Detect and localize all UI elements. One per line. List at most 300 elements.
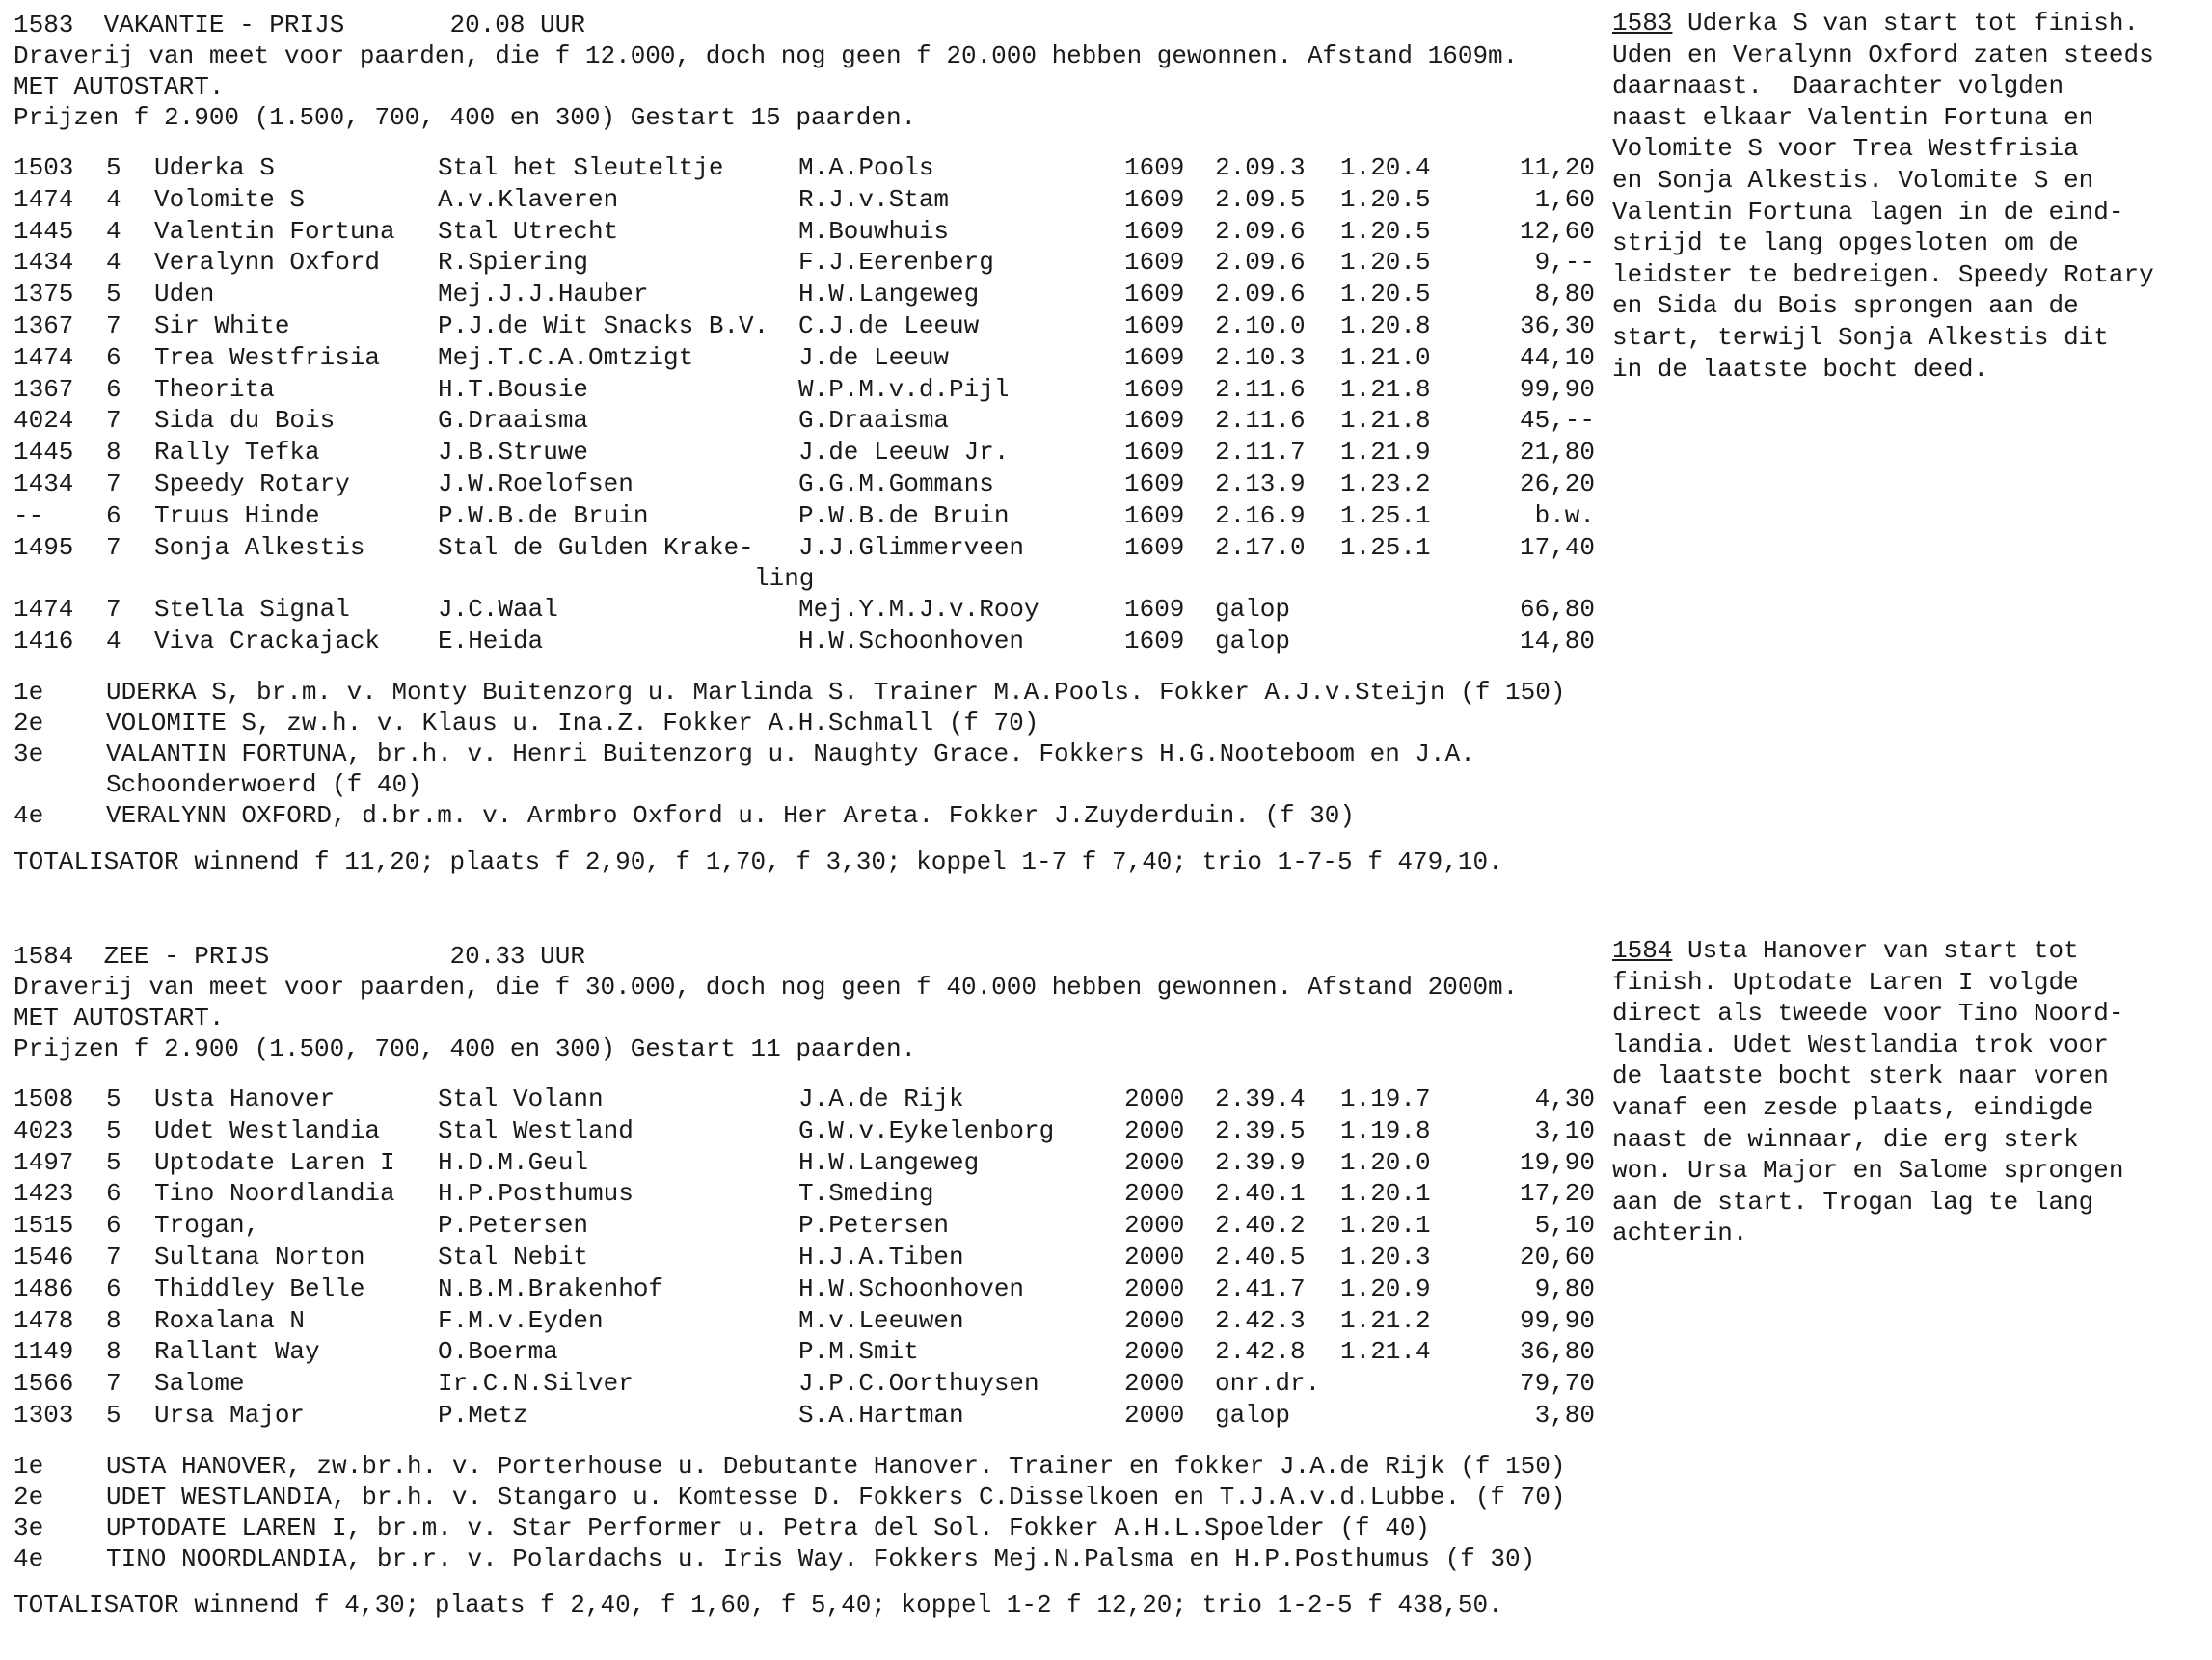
table-row xyxy=(13,1115,1595,1147)
commentary-line: de laatste bocht sterk naar voren xyxy=(1612,1061,2109,1091)
race-time-result: 2.40.1 xyxy=(1215,1179,1306,1209)
age: 5 xyxy=(106,280,121,309)
distance: 2000 xyxy=(1124,1369,1185,1399)
race-time-result: 2.09.6 xyxy=(1215,216,1306,246)
placing-text: VOLOMITE S, zw.h. v. Klaus u. Ina.Z. Fokker A.H.Schmall (f 70) xyxy=(106,708,1039,737)
odds: 26,20 xyxy=(1519,469,1595,498)
placing-position: 2e xyxy=(13,708,44,737)
owner: P.Petersen xyxy=(438,1211,589,1241)
age: 6 xyxy=(106,500,121,530)
driver: G.W.v.Eykelenborg xyxy=(798,1115,1055,1145)
driver: J.de Leeuw Jr. xyxy=(798,438,1010,468)
horse-name: Roxalana N xyxy=(154,1305,306,1335)
race-time-result: 2.09.6 xyxy=(1215,248,1306,278)
results-table xyxy=(13,1084,1595,1432)
table-row xyxy=(13,216,1595,248)
km-time: 1.21.9 xyxy=(1340,438,1431,468)
race-number: 1584 xyxy=(13,942,74,971)
owner: F.M.v.Eyden xyxy=(438,1305,604,1335)
commentary-line: aan de start. Trogan lag te lang xyxy=(1612,1187,2094,1217)
race-time-result: 2.10.0 xyxy=(1215,310,1306,340)
owner: R.Spiering xyxy=(438,248,589,278)
prev-race: 1497 xyxy=(13,1147,74,1177)
commentary-line: Uden en Veralynn Oxford zaten steeds xyxy=(1612,40,2154,69)
odds: 44,10 xyxy=(1519,342,1595,372)
km-time: 1.23.2 xyxy=(1340,469,1431,498)
prev-race: 1149 xyxy=(13,1337,74,1367)
commentary-line: Volomite S voor Trea Westfrisia xyxy=(1612,134,2079,164)
owner: Stal Westland xyxy=(438,1115,634,1145)
table-row xyxy=(13,184,1595,216)
km-time: 1.19.8 xyxy=(1340,1115,1431,1145)
table-row xyxy=(13,437,1595,469)
race-time-result: 2.39.4 xyxy=(1215,1084,1306,1113)
race-time-result: 2.16.9 xyxy=(1215,500,1306,530)
age: 6 xyxy=(106,1179,121,1209)
commentary-line: start, terwijl Sonja Alkestis dit xyxy=(1612,322,2109,352)
driver: G.Draaisma xyxy=(798,406,950,436)
owner: P.J.de Wit Snacks B.V. xyxy=(438,310,769,340)
horse-name: Udet Westlandia xyxy=(154,1115,381,1145)
race-title: VAKANTIE - PRIJS xyxy=(103,11,345,40)
km-time: 1.20.1 xyxy=(1340,1211,1431,1241)
prev-race: 1434 xyxy=(13,469,74,498)
table-row xyxy=(13,1210,1595,1242)
horse-name: Stella Signal xyxy=(154,595,350,625)
km-time: 1.20.9 xyxy=(1340,1273,1431,1303)
owner: P.W.B.de Bruin xyxy=(438,500,649,530)
prev-race: 4024 xyxy=(13,406,74,436)
placing-position: 3e xyxy=(13,1513,44,1542)
driver: T.Smeding xyxy=(798,1179,934,1209)
age: 6 xyxy=(106,1211,121,1241)
distance: 2000 xyxy=(1124,1273,1185,1303)
placing-position: 3e xyxy=(13,738,44,768)
prev-race: 1474 xyxy=(13,342,74,372)
placing-text: USTA HANOVER, zw.br.h. v. Porterhouse u. Debutante Hanover. Trainer en fokker J.A.de Rijk (f 150) xyxy=(106,1451,1566,1481)
race-header xyxy=(13,941,1595,972)
commentary-line: landia. Udet Westlandia trok voor xyxy=(1612,1030,2109,1059)
owner: J.B.Struwe xyxy=(438,438,589,468)
odds: 20,60 xyxy=(1519,1242,1595,1272)
driver: P.Petersen xyxy=(798,1211,950,1241)
odds: 1,60 xyxy=(1534,184,1595,214)
distance: 2000 xyxy=(1124,1147,1185,1177)
km-time: 1.19.7 xyxy=(1340,1084,1431,1113)
placing-position: 1e xyxy=(13,1451,44,1481)
owner: A.v.Klaveren xyxy=(438,184,619,214)
prev-race: 1474 xyxy=(13,184,74,214)
race-time-result: 2.11.6 xyxy=(1215,374,1306,404)
commentary-line: en Sonja Alkestis. Volomite S en xyxy=(1612,165,2094,195)
km-time: 1.25.1 xyxy=(1340,532,1431,562)
owner-continuation xyxy=(13,563,1595,594)
prev-race: 1566 xyxy=(13,1369,74,1399)
race-time-result: 2.10.3 xyxy=(1215,342,1306,372)
owner: O.Boerma xyxy=(438,1337,558,1367)
prev-race: 1367 xyxy=(13,374,74,404)
race-time-result: 2.17.0 xyxy=(1215,532,1306,562)
race-time-result: 2.40.2 xyxy=(1215,1211,1306,1241)
placing-position: 4e xyxy=(13,800,44,830)
race-time-result: 2.42.8 xyxy=(1215,1337,1306,1367)
age: 4 xyxy=(106,216,121,246)
horse-name: Speedy Rotary xyxy=(154,469,350,498)
race-time-result: onr.dr. xyxy=(1215,1369,1321,1399)
owner: H.D.M.Geul xyxy=(438,1147,589,1177)
horse-name: Theorita xyxy=(154,374,275,404)
commentary-line: daarnaast. Daarachter volgden xyxy=(1612,71,2064,101)
driver: J.J.Glimmerveen xyxy=(798,532,1025,562)
placing-position: 1e xyxy=(13,677,44,707)
age: 6 xyxy=(106,342,121,372)
prev-race: 1445 xyxy=(13,216,74,246)
odds: 99,90 xyxy=(1519,374,1595,404)
odds: 12,60 xyxy=(1519,216,1595,246)
table-row xyxy=(13,247,1595,279)
table-row xyxy=(13,1178,1595,1210)
prev-race: 1303 xyxy=(13,1400,74,1430)
distance: 1609 xyxy=(1124,153,1185,182)
km-time: 1.20.4 xyxy=(1340,153,1431,182)
driver: H.W.Langeweg xyxy=(798,1147,980,1177)
race-start-type: MET AUTOSTART. xyxy=(13,1004,225,1032)
race-conditions: Draverij van meet voor paarden, die f 30.000, doch nog geen f 40.000 hebben gewonnen. Afstand 2000m. xyxy=(13,973,1519,1002)
distance: 1609 xyxy=(1124,532,1185,562)
age: 5 xyxy=(106,1147,121,1177)
distance: 1609 xyxy=(1124,406,1185,436)
race-time-result: 2.40.5 xyxy=(1215,1242,1306,1272)
placing-row xyxy=(13,1543,1595,1574)
commentary-line: achterin. xyxy=(1612,1218,1748,1248)
driver: G.G.M.Gommans xyxy=(798,469,994,498)
age: 5 xyxy=(106,153,121,182)
km-time: 1.21.0 xyxy=(1340,342,1431,372)
km-time: 1.21.2 xyxy=(1340,1305,1431,1335)
age: 7 xyxy=(106,406,121,436)
driver: C.J.de Leeuw xyxy=(798,310,980,340)
horse-name: Tino Noordlandia xyxy=(154,1179,395,1209)
table-row xyxy=(13,1273,1595,1305)
race-time: 20.33 UUR xyxy=(449,942,585,971)
horse-name: Viva Crackajack xyxy=(154,627,381,656)
odds: 79,70 xyxy=(1519,1369,1595,1399)
placing-row xyxy=(13,800,1595,831)
prev-race: 1508 xyxy=(13,1084,74,1113)
age: 7 xyxy=(106,595,121,625)
placing-row xyxy=(13,1513,1595,1543)
commentary-line: finish. Uptodate Laren I volgde xyxy=(1612,967,2079,997)
distance: 1609 xyxy=(1124,280,1185,309)
horse-name: Trea Westfrisia xyxy=(154,342,381,372)
distance: 1609 xyxy=(1124,248,1185,278)
prev-race: 1503 xyxy=(13,153,74,182)
prev-race: 1416 xyxy=(13,627,74,656)
odds: 3,10 xyxy=(1534,1115,1595,1145)
commentary-line: won. Ursa Major en Salome sprongen xyxy=(1612,1156,2124,1186)
km-time: 1.21.8 xyxy=(1340,374,1431,404)
commentary-line: leidster te bedreigen. Speedy Rotary xyxy=(1612,259,2154,289)
driver: M.A.Pools xyxy=(798,153,934,182)
owner: Stal het Sleuteltje xyxy=(438,153,724,182)
race-prizes: Prijzen f 2.900 (1.500, 700, 400 en 300) Gestart 15 paarden. xyxy=(13,103,917,132)
race-commentary-1583 xyxy=(1612,8,2191,385)
placing-position: 4e xyxy=(13,1543,44,1573)
placing-row xyxy=(13,708,1595,738)
odds: 9,-- xyxy=(1534,248,1595,278)
race-time-result: 2.39.9 xyxy=(1215,1147,1306,1177)
driver: H.W.Schoonhoven xyxy=(798,627,1025,656)
age: 5 xyxy=(106,1084,121,1113)
results-table xyxy=(13,152,1595,657)
distance: 2000 xyxy=(1124,1305,1185,1335)
distance: 2000 xyxy=(1124,1211,1185,1241)
distance: 1609 xyxy=(1124,627,1185,656)
driver: F.J.Eerenberg xyxy=(798,248,994,278)
km-time: 1.25.1 xyxy=(1340,500,1431,530)
odds: 14,80 xyxy=(1519,627,1595,656)
commentary-line: naast de winnaar, die erg sterk xyxy=(1612,1124,2079,1154)
table-row xyxy=(13,469,1595,500)
race-time-result: galop xyxy=(1215,1400,1291,1430)
age: 6 xyxy=(106,374,121,404)
commentary-line: Uderka S van start tot finish. xyxy=(1672,9,2140,38)
commentary-race-number: 1584 xyxy=(1612,936,1673,965)
placing-position: 2e xyxy=(13,1482,44,1512)
owner: Mej.T.C.A.Omtzigt xyxy=(438,342,694,372)
prev-race: 1486 xyxy=(13,1273,74,1303)
age: 8 xyxy=(106,1337,121,1367)
placing-text: VERALYNN OXFORD, d.br.m. v. Armbro Oxford u. Her Areta. Fokker J.Zuyderduin. (f 30) xyxy=(106,800,1356,830)
horse-name: Uderka S xyxy=(154,153,275,182)
owner: E.Heida xyxy=(438,627,544,656)
race-title: ZEE - PRIJS xyxy=(103,942,270,971)
driver: S.A.Hartman xyxy=(798,1400,964,1430)
driver: H.J.A.Tiben xyxy=(798,1242,964,1272)
horse-name: Thiddley Belle xyxy=(154,1273,365,1303)
race-time-result: 2.42.3 xyxy=(1215,1305,1306,1335)
owner: P.Metz xyxy=(438,1400,528,1430)
owner: H.T.Bousie xyxy=(438,374,589,404)
odds: 21,80 xyxy=(1519,438,1595,468)
distance: 1609 xyxy=(1124,500,1185,530)
table-row xyxy=(13,342,1595,374)
owner-continuation-text: ling xyxy=(754,564,815,594)
km-time: 1.20.5 xyxy=(1340,248,1431,278)
race-time-result: galop xyxy=(1215,595,1291,625)
age: 6 xyxy=(106,1273,121,1303)
horse-name: Uden xyxy=(154,280,215,309)
race-start-type: MET AUTOSTART. xyxy=(13,72,225,101)
km-time: 1.20.5 xyxy=(1340,216,1431,246)
odds: 9,80 xyxy=(1534,1273,1595,1303)
commentary-line: naast elkaar Valentin Fortuna en xyxy=(1612,102,2094,132)
race-time-result: 2.09.6 xyxy=(1215,280,1306,309)
table-row xyxy=(13,279,1595,310)
driver: P.W.B.de Bruin xyxy=(798,500,1010,530)
driver: H.W.Schoonhoven xyxy=(798,1273,1025,1303)
owner: H.P.Posthumus xyxy=(438,1179,634,1209)
age: 4 xyxy=(106,627,121,656)
race-commentary-1584 xyxy=(1612,935,2191,1249)
placing-text: VALANTIN FORTUNA, br.h. v. Henri Buitenzorg u. Naughty Grace. Fokkers H.G.Nooteboom en J.A. Schoonderwoerd (f 40) xyxy=(106,738,1475,799)
placing-row xyxy=(13,1451,1595,1482)
driver: M.Bouwhuis xyxy=(798,216,950,246)
placing-text: UPTODATE LAREN I, br.m. v. Star Performer u. Petra del Sol. Fokker A.H.L.Spoelder (f 40) xyxy=(106,1513,1431,1542)
odds: 45,-- xyxy=(1519,406,1595,436)
owner: Mej.J.J.Hauber xyxy=(438,280,649,309)
commentary-line: strijd te lang opgesloten om de xyxy=(1612,228,2079,258)
owner: J.C.Waal xyxy=(438,595,558,625)
owner: G.Draaisma xyxy=(438,406,589,436)
totalisator: TOTALISATOR winnend f 11,20; plaats f 2,90, f 1,70, f 3,30; koppel 1-7 f 7,40; trio 1-7-5 f 479,10. xyxy=(13,846,1503,876)
age: 7 xyxy=(106,469,121,498)
owner: Ir.C.N.Silver xyxy=(438,1369,634,1399)
horse-name: Salome xyxy=(154,1369,245,1399)
distance: 2000 xyxy=(1124,1337,1185,1367)
distance: 1609 xyxy=(1124,469,1185,498)
odds: 17,40 xyxy=(1519,532,1595,562)
horse-name: Rallant Way xyxy=(154,1337,320,1367)
driver: Mej.Y.M.J.v.Rooy xyxy=(798,595,1039,625)
km-time: 1.20.1 xyxy=(1340,1179,1431,1209)
odds: 99,90 xyxy=(1519,1305,1595,1335)
age: 5 xyxy=(106,1400,121,1430)
race-time-result: 2.09.3 xyxy=(1215,153,1306,182)
table-row xyxy=(13,1147,1595,1179)
prev-race: 1434 xyxy=(13,248,74,278)
distance: 1609 xyxy=(1124,374,1185,404)
owner: N.B.M.Brakenhof xyxy=(438,1273,664,1303)
distance: 2000 xyxy=(1124,1084,1185,1113)
driver: H.W.Langeweg xyxy=(798,280,980,309)
odds: 5,10 xyxy=(1534,1211,1595,1241)
placing-row xyxy=(13,677,1595,708)
race-header xyxy=(13,10,1595,40)
age: 5 xyxy=(106,1115,121,1145)
odds: 66,80 xyxy=(1519,595,1595,625)
owner: Stal Utrecht xyxy=(438,216,619,246)
driver: M.v.Leeuwen xyxy=(798,1305,964,1335)
driver: R.J.v.Stam xyxy=(798,184,950,214)
odds: 19,90 xyxy=(1519,1147,1595,1177)
horse-name: Valentin Fortuna xyxy=(154,216,395,246)
owner: Stal Volann xyxy=(438,1084,604,1113)
horse-name: Veralynn Oxford xyxy=(154,248,381,278)
distance: 1609 xyxy=(1124,216,1185,246)
horse-name: Sida du Bois xyxy=(154,406,336,436)
commentary-line: Valentin Fortuna lagen in de eind- xyxy=(1612,197,2124,227)
race-conditions: Draverij van meet voor paarden, die f 12.000, doch nog geen f 20.000 hebben gewonnen. Afstand 1609m. xyxy=(13,41,1519,70)
distance: 1609 xyxy=(1124,342,1185,372)
placing-text: TINO NOORDLANDIA, br.r. v. Polardachs u. Iris Way. Fokkers Mej.N.Palsma en H.P.Posthumus (f 30) xyxy=(106,1543,1536,1573)
driver: J.P.C.Oorthuysen xyxy=(798,1369,1039,1399)
odds: 36,80 xyxy=(1519,1337,1595,1367)
prev-race: 1367 xyxy=(13,310,74,340)
age: 7 xyxy=(106,532,121,562)
horse-name: Truus Hinde xyxy=(154,500,320,530)
commentary-line: Usta Hanover van start tot xyxy=(1672,936,2079,965)
commentary-line: en Sida du Bois sprongen aan de xyxy=(1612,291,2079,321)
race-time: 20.08 UUR xyxy=(449,11,585,40)
placing-row xyxy=(13,1482,1595,1513)
horse-name: Sir White xyxy=(154,310,290,340)
owner: J.W.Roelofsen xyxy=(438,469,634,498)
odds: 36,30 xyxy=(1519,310,1595,340)
driver: J.A.de Rijk xyxy=(798,1084,964,1113)
horse-name: Ursa Major xyxy=(154,1400,306,1430)
prev-race: 1423 xyxy=(13,1179,74,1209)
distance: 2000 xyxy=(1124,1242,1185,1272)
commentary-race-number: 1583 xyxy=(1612,9,1673,38)
totalisator: TOTALISATOR winnend f 4,30; plaats f 2,40, f 1,60, f 5,40; koppel 1-2 f 12,20; trio 1-2-5 f 438,50. xyxy=(13,1590,1503,1620)
placing-row xyxy=(13,738,1595,800)
distance: 1609 xyxy=(1124,184,1185,214)
race-time-result: 2.09.5 xyxy=(1215,184,1306,214)
placing-text: UDET WESTLANDIA, br.h. v. Stangaro u. Komtesse D. Fokkers C.Disselkoen en T.J.A.v.d.Lubbe. (f 70) xyxy=(106,1482,1566,1512)
odds: b.w. xyxy=(1534,500,1595,530)
odds: 4,30 xyxy=(1534,1084,1595,1113)
owner: Stal de Gulden Krake- xyxy=(438,532,754,562)
placings xyxy=(13,1451,1595,1574)
distance: 2000 xyxy=(1124,1179,1185,1209)
km-time: 1.20.0 xyxy=(1340,1147,1431,1177)
driver: W.P.M.v.d.Pijl xyxy=(798,374,1010,404)
km-time: 1.20.5 xyxy=(1340,280,1431,309)
prev-race: -- xyxy=(13,500,44,530)
table-row xyxy=(13,1084,1595,1115)
table-row xyxy=(13,1242,1595,1273)
commentary-line: in de laatste bocht deed. xyxy=(1612,354,1989,384)
race-time-result: 2.11.7 xyxy=(1215,438,1306,468)
distance: 2000 xyxy=(1124,1115,1185,1145)
commentary-line: direct als tweede voor Tino Noord- xyxy=(1612,999,2124,1029)
owner: Stal Nebit xyxy=(438,1242,589,1272)
km-time: 1.21.8 xyxy=(1340,406,1431,436)
table-row xyxy=(13,374,1595,406)
age: 7 xyxy=(106,310,121,340)
table-row xyxy=(13,500,1595,532)
prev-race: 1445 xyxy=(13,438,74,468)
table-row xyxy=(13,1400,1595,1432)
race-prizes: Prijzen f 2.900 (1.500, 700, 400 en 300) Gestart 11 paarden. xyxy=(13,1034,917,1063)
race-1584 xyxy=(13,941,1595,1620)
age: 7 xyxy=(106,1369,121,1399)
prev-race: 1474 xyxy=(13,595,74,625)
distance: 1609 xyxy=(1124,310,1185,340)
horse-name: Volomite S xyxy=(154,184,306,214)
odds: 8,80 xyxy=(1534,280,1595,309)
prev-race: 4023 xyxy=(13,1115,74,1145)
distance: 1609 xyxy=(1124,438,1185,468)
km-time: 1.20.8 xyxy=(1340,310,1431,340)
prev-race: 1546 xyxy=(13,1242,74,1272)
prev-race: 1515 xyxy=(13,1211,74,1241)
km-time: 1.20.3 xyxy=(1340,1242,1431,1272)
distance: 1609 xyxy=(1124,595,1185,625)
horse-name: Uptodate Laren I xyxy=(154,1147,395,1177)
table-row xyxy=(13,626,1595,657)
race-time-result: 2.41.7 xyxy=(1215,1273,1306,1303)
table-row xyxy=(13,1305,1595,1337)
age: 4 xyxy=(106,184,121,214)
horse-name: Trogan, xyxy=(154,1211,260,1241)
horse-name: Rally Tefka xyxy=(154,438,320,468)
placings xyxy=(13,677,1595,831)
distance: 2000 xyxy=(1124,1400,1185,1430)
age: 4 xyxy=(106,248,121,278)
age: 8 xyxy=(106,1305,121,1335)
